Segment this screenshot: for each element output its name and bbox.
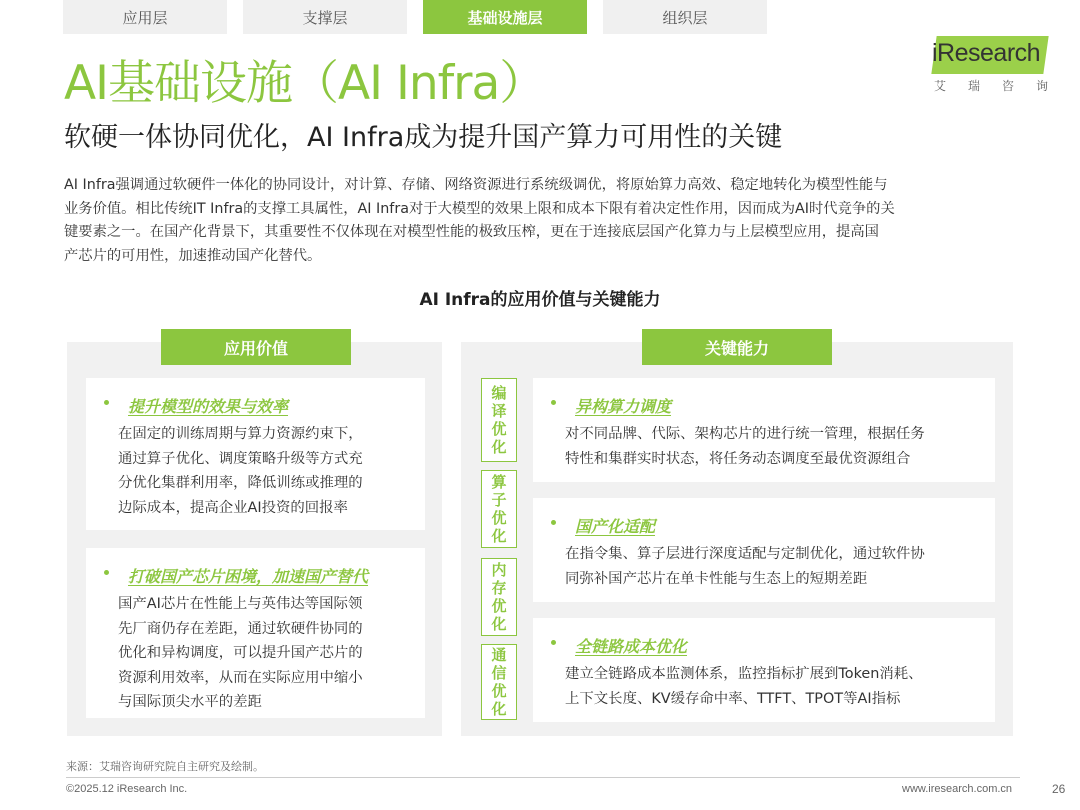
logo-char: 咨 [1001,79,1014,93]
card-line: 边际成本，提高企业AI投资的回报率 [118,499,348,516]
intro-line: 业务价值。相比传统IT Infra的支撑工具属性，AI Infra对于大模型的效果上限和成本下限有着决定性作用，因而成为AI时代竞争的关 [64,200,895,217]
card-line: 同弥补国产芯片在单卡性能与生态上的短期差距 [565,570,868,587]
side-label-char: 算 [491,473,507,491]
side-label-char: 化 [491,700,507,718]
logo-wordmark: iResearch [932,39,1041,67]
tab-support-layer[interactable]: 支撑层 [243,0,407,34]
card-title: 异构算力调度 [575,397,672,416]
logo-char: 艾 [934,79,947,93]
side-label-char: 优 [491,509,507,527]
intro-line: 键要素之一。在国产化背景下，其重要性不仅体现在对模型性能的极致压榨，更在于连接底层国产化算力与上层模型应用，提高国 [64,224,879,240]
tab-application-layer[interactable]: 应用层 [63,0,227,34]
card-title: 国产化适配 [575,517,656,536]
top-tab-bar [63,0,783,34]
side-label-communication-optimization [481,644,517,720]
side-label-char: 优 [491,420,507,438]
card-line: 国产AI芯片在性能上与英伟达等国际领 [118,596,363,612]
intro-paragraph [64,174,1024,268]
card-line: 在固定的训练周期与算力资源约束下， [118,426,363,442]
card-line: 资源利用效率，从而在实际应用中缩小 [118,669,363,686]
side-label-text [491,561,506,633]
card-line: 在指令集、算子层进行深度适配与定制优化，通过软件协 [565,546,925,562]
side-label-char: 化 [491,527,507,545]
card-line: 特性和集群实时状态，将任务动态调度至最优资源组合 [565,450,911,467]
card-body [118,592,363,715]
page-subtitle: 软硬一体协同优化，AI Infra成为提升国产算力可用性的关键 [64,122,783,153]
card-body [565,422,925,471]
side-label-char: 化 [491,615,507,633]
card-title: 打破国产芯片困境，加速国产替代 [128,567,369,586]
side-label-text [491,473,506,545]
page-number: 26 [1052,782,1066,796]
logo-char: 瑞 [967,79,980,93]
intro-line: AI Infra强调通过软硬件一体化的协同设计，对计算、存储、网络资源进行系统级调优，将原始算力高效、稳定地转化为模型性能与 [64,177,888,193]
capability-card-domestic-adaptation [533,498,995,602]
card-body [565,542,925,591]
card-title: 提升模型的效果与效率 [128,397,289,416]
copyright-text: ©2025.12 iResearch Inc. [66,783,188,795]
application-value-label: 应用价值 [161,329,351,365]
capability-card-heterogeneous-scheduling [533,378,995,482]
card-body [565,662,923,711]
side-label-char: 存 [491,579,507,597]
tab-organization-layer[interactable]: 组织层 [603,0,767,34]
value-card-efficiency [86,378,425,530]
source-note: 来源：艾瑞咨询研究院自主研究及绘制。 [66,760,264,773]
side-label-text [491,646,506,718]
side-label-char: 编 [491,384,507,402]
side-label-text [491,384,506,456]
card-line: 分优化集群利用率，降低训练或推理的 [118,475,363,491]
card-line: 建立全链路成本监测体系，监控指标扩展到Token消耗、 [565,666,923,682]
card-line: 对不同品牌、代际、架构芯片的进行统一管理，根据任务 [565,426,925,442]
side-label-operator-optimization [481,470,517,548]
side-label-char: 信 [491,664,507,682]
card-line: 上下文长度、KV缓存命中率、TTFT、TPOT等AI指标 [565,690,901,707]
side-label-char: 优 [491,682,507,700]
card-line: 优化和异构调度，可以提升国产芯片的 [118,645,363,661]
website-link[interactable]: www.iresearch.com.cn [902,783,1013,795]
side-label-char: 化 [491,438,507,456]
tab-infrastructure-layer[interactable]: 基础设施层 [423,0,587,34]
iresearch-logo [928,36,1050,100]
side-label-char: 译 [491,402,507,420]
capability-card-full-chain-cost [533,618,995,722]
card-line: 通过算子优化、调度策略升级等方式充 [118,450,363,467]
side-label-char: 内 [491,561,507,579]
section-title: AI Infra的应用价值与关键能力 [419,290,661,310]
logo-chinese-name [934,77,1048,94]
side-label-char: 通 [491,646,507,664]
intro-line: 产芯片的可用性，加速推动国产化替代。 [64,247,322,264]
logo-char: 询 [1035,79,1048,93]
footer-divider [66,777,1020,778]
card-line: 先厂商仍存在差距，通过软硬件协同的 [118,620,363,637]
card-line: 与国际顶尖水平的差距 [118,694,262,710]
side-label-char: 优 [491,597,507,615]
side-label-compile-optimization [481,378,517,462]
card-title: 全链路成本优化 [575,637,688,656]
page-title: AI基础设施（AI Infra） [64,56,546,111]
value-card-domestic-substitution [86,548,425,718]
key-capability-label: 关键能力 [642,329,832,365]
side-label-char: 子 [491,491,507,509]
side-label-memory-optimization [481,558,517,636]
card-body [118,422,363,520]
